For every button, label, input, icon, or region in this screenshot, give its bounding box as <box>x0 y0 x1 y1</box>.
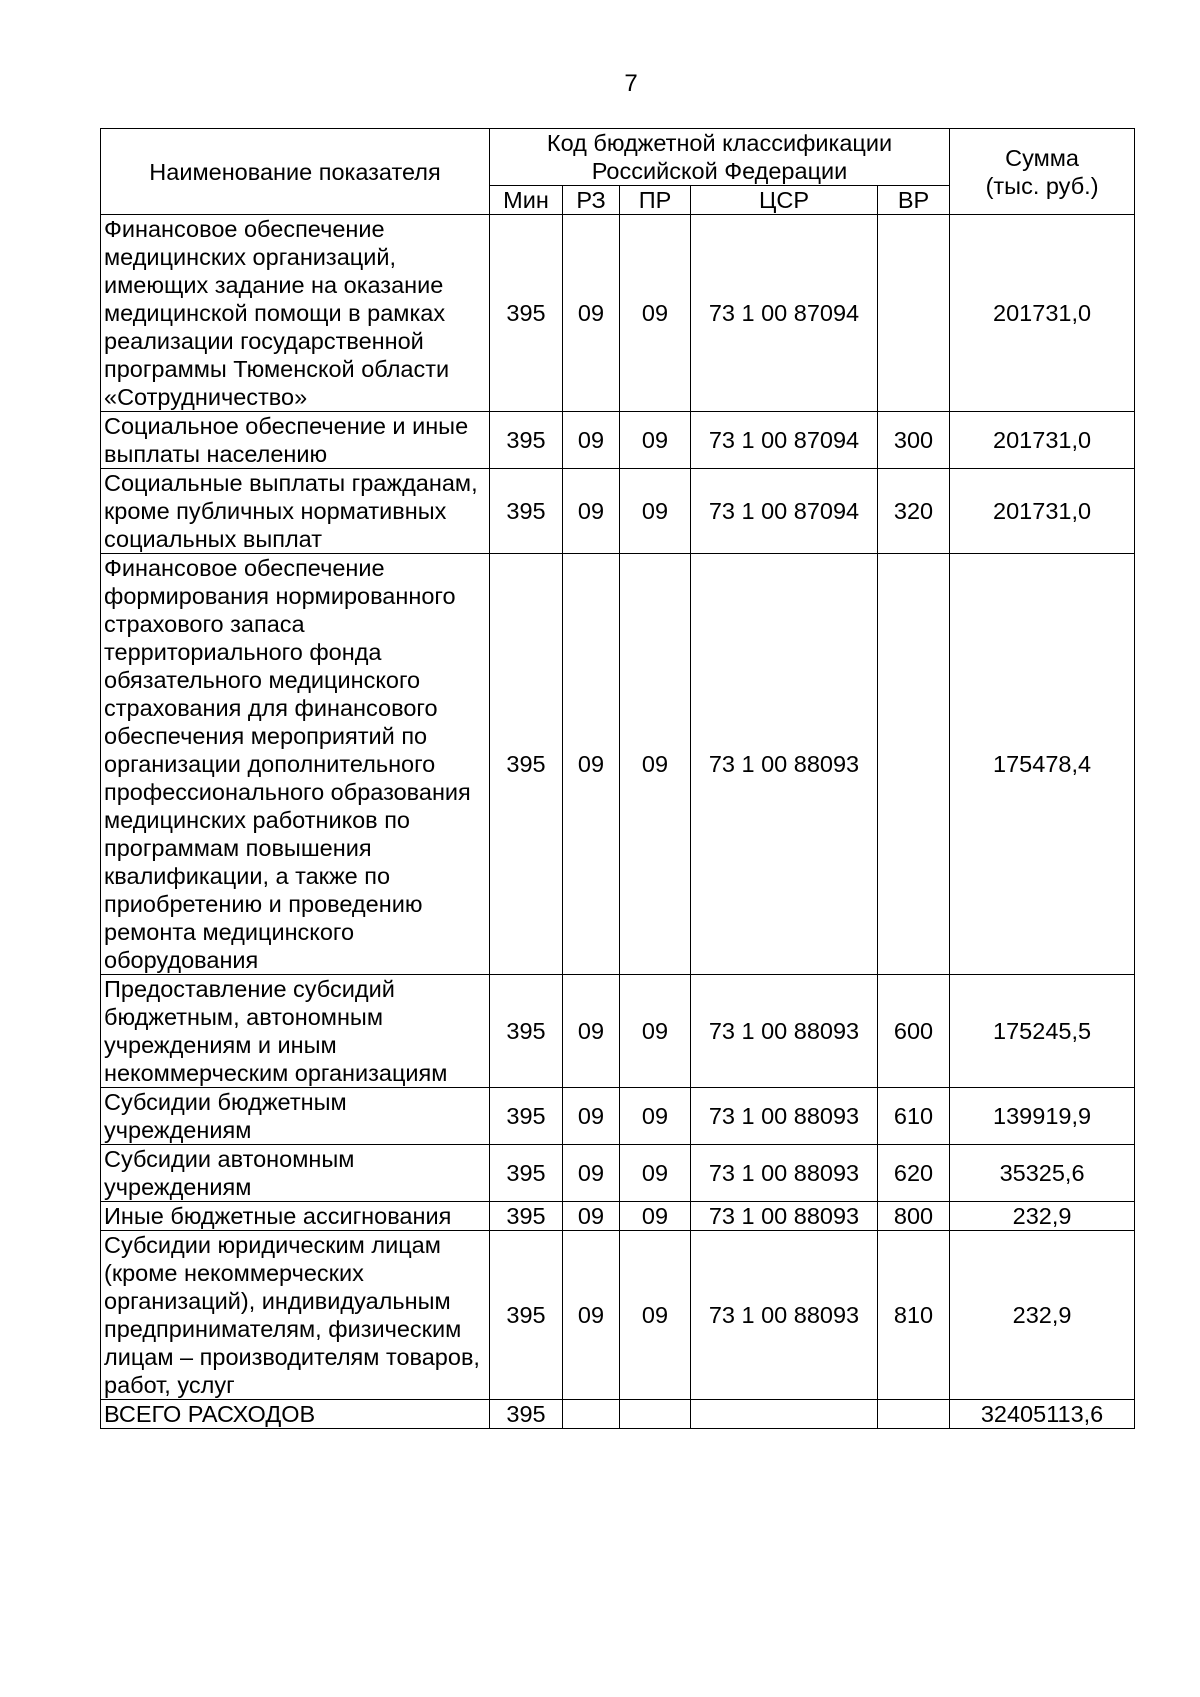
header-rz: РЗ <box>563 186 620 215</box>
row-vr <box>878 215 950 412</box>
row-vr: 620 <box>878 1145 950 1202</box>
row-pr: 09 <box>620 1145 691 1202</box>
row-pr: 09 <box>620 1202 691 1231</box>
header-sum <box>950 129 1135 215</box>
table-row <box>101 1202 1135 1231</box>
row-name: Субсидии бюджетным учреждениям <box>101 1088 490 1145</box>
row-sum: 139919,9 <box>950 1088 1135 1145</box>
row-min: 395 <box>490 1145 563 1202</box>
row-min: 395 <box>490 469 563 554</box>
row-vr <box>878 554 950 975</box>
row-min: 395 <box>490 412 563 469</box>
row-csr: 73 1 00 88093 <box>691 1202 878 1231</box>
row-rz: 09 <box>563 1145 620 1202</box>
row-vr: 800 <box>878 1202 950 1231</box>
header-name: Наименование показателя <box>101 129 490 215</box>
row-sum: 35325,6 <box>950 1145 1135 1202</box>
row-pr: 09 <box>620 469 691 554</box>
table-row <box>101 215 1135 412</box>
table-row <box>101 1145 1135 1202</box>
row-name: Предоставление субсидий бюджетным, автономным учреждениям и иным некоммерческим организациям <box>101 975 490 1088</box>
row-rz: 09 <box>563 975 620 1088</box>
budget-table <box>100 128 1135 1429</box>
row-pr: 09 <box>620 975 691 1088</box>
row-sum: 201731,0 <box>950 215 1135 412</box>
row-vr: 600 <box>878 975 950 1088</box>
table-body <box>101 215 1135 1429</box>
row-sum: 175245,5 <box>950 975 1135 1088</box>
table-row <box>101 975 1135 1088</box>
row-csr: 73 1 00 88093 <box>691 554 878 975</box>
row-csr: 73 1 00 87094 <box>691 469 878 554</box>
table-row <box>101 1088 1135 1145</box>
header-code-group <box>490 129 950 186</box>
row-sum: 232,9 <box>950 1231 1135 1400</box>
table-row <box>101 469 1135 554</box>
row-rz: 09 <box>563 1202 620 1231</box>
header-sum-line2: (тыс. руб.) <box>985 172 1099 199</box>
row-csr: 73 1 00 88093 <box>691 1145 878 1202</box>
row-csr <box>691 1400 878 1429</box>
row-csr: 73 1 00 88093 <box>691 975 878 1088</box>
row-csr: 73 1 00 88093 <box>691 1088 878 1145</box>
row-pr: 09 <box>620 554 691 975</box>
row-name: Иные бюджетные ассигнования <box>101 1202 490 1231</box>
row-vr <box>878 1400 950 1429</box>
row-pr: 09 <box>620 1231 691 1400</box>
row-min: 395 <box>490 1202 563 1231</box>
table-row <box>101 412 1135 469</box>
row-vr: 300 <box>878 412 950 469</box>
header-pr: ПР <box>620 186 691 215</box>
row-pr <box>620 1400 691 1429</box>
row-rz: 09 <box>563 1231 620 1400</box>
row-min: 395 <box>490 975 563 1088</box>
row-rz: 09 <box>563 215 620 412</box>
row-vr: 320 <box>878 469 950 554</box>
row-pr: 09 <box>620 215 691 412</box>
row-rz <box>563 1400 620 1429</box>
header-csr: ЦСР <box>691 186 878 215</box>
row-csr: 73 1 00 87094 <box>691 215 878 412</box>
row-sum: 201731,0 <box>950 412 1135 469</box>
row-sum: 32405113,6 <box>950 1400 1135 1429</box>
row-rz: 09 <box>563 412 620 469</box>
header-vr: ВР <box>878 186 950 215</box>
table-row <box>101 1231 1135 1400</box>
row-rz: 09 <box>563 554 620 975</box>
row-name: Финансовое обеспечение формирования нормированного страхового запаса территориального фонда обязательного медицинского страхования для финансового обеспечения мероприятий по организации дополнительного профессионального образования медицинских работников по программам повышения квалификации, а также по приобретению и проведению ремонта медицинского оборудования <box>101 554 490 975</box>
header-code-group-line2: Российской Федерации <box>591 158 848 184</box>
row-sum: 175478,4 <box>950 554 1135 975</box>
row-rz: 09 <box>563 469 620 554</box>
row-min: 395 <box>490 554 563 975</box>
row-vr: 610 <box>878 1088 950 1145</box>
row-vr: 810 <box>878 1231 950 1400</box>
row-min: 395 <box>490 1088 563 1145</box>
row-min: 395 <box>490 1231 563 1400</box>
row-csr: 73 1 00 87094 <box>691 412 878 469</box>
header-sum-line1: Сумма <box>1005 144 1079 171</box>
row-min: 395 <box>490 1400 563 1429</box>
row-rz: 09 <box>563 1088 620 1145</box>
row-pr: 09 <box>620 412 691 469</box>
row-sum: 232,9 <box>950 1202 1135 1231</box>
row-pr: 09 <box>620 1088 691 1145</box>
header-min: Мин <box>490 186 563 215</box>
row-name: ВСЕГО РАСХОДОВ <box>101 1400 490 1429</box>
row-sum: 201731,0 <box>950 469 1135 554</box>
row-name: Финансовое обеспечение медицинских организаций, имеющих задание на оказание медицинской помощи в рамках реализации государственной программы Тюменской области «Сотрудничество» <box>101 215 490 412</box>
header-code-group-line1: Код бюджетной классификации <box>546 130 893 156</box>
row-csr: 73 1 00 88093 <box>691 1231 878 1400</box>
row-name: Социальное обеспечение и иные выплаты населению <box>101 412 490 469</box>
page-number: 7 <box>624 70 638 97</box>
table-header <box>101 129 1135 215</box>
row-name: Субсидии автономным учреждениям <box>101 1145 490 1202</box>
row-name: Субсидии юридическим лицам (кроме некоммерческих организаций), индивидуальным предпринимателям, физическим лицам – производителям товаров, работ, услуг <box>101 1231 490 1400</box>
table-row-total <box>101 1400 1135 1429</box>
table-row <box>101 554 1135 975</box>
row-min: 395 <box>490 215 563 412</box>
row-name: Социальные выплаты гражданам, кроме публичных нормативных социальных выплат <box>101 469 490 554</box>
